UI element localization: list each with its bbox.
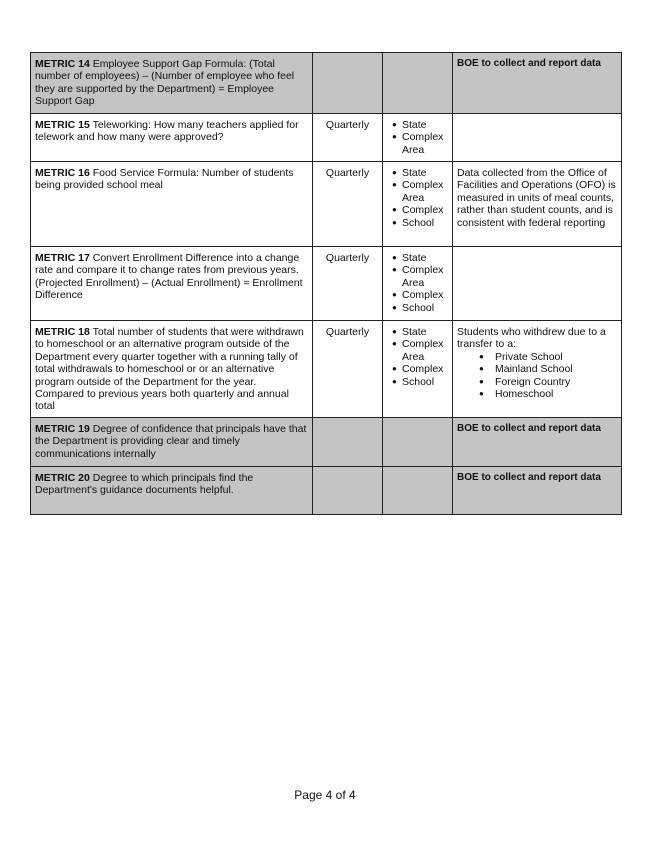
levels-list <box>387 167 448 229</box>
list-item: ● Complex Area <box>392 179 448 204</box>
list-item: ● Complex <box>392 204 448 216</box>
list-item: ● Complex <box>392 363 448 375</box>
list-item: ● School <box>392 217 448 229</box>
list-item: ● State <box>392 167 448 179</box>
list-item: ● Complex Area <box>392 264 448 289</box>
frequency-cell: Quarterly <box>313 321 383 418</box>
page-number: Page 4 of 4 <box>294 788 356 802</box>
table-row <box>31 418 622 467</box>
metric-description <box>31 53 313 114</box>
metric-description <box>31 467 313 515</box>
metric-id: METRIC 14 <box>35 58 90 70</box>
list-item: ● Complex Area <box>392 338 448 363</box>
metric-id: METRIC 16 <box>35 167 90 179</box>
notes-cell <box>453 321 622 418</box>
list-item: ● Complex <box>392 289 448 301</box>
metric-id: METRIC 15 <box>35 119 90 131</box>
metric-text: Food Service Formula: Number of students being provided school meal <box>35 167 294 192</box>
levels-cell <box>383 467 453 515</box>
list-item: ● School <box>392 302 448 314</box>
metric-description <box>31 162 313 247</box>
table-row <box>31 247 622 321</box>
levels-list <box>387 252 448 314</box>
metric-description <box>31 247 313 321</box>
table-row <box>31 162 622 247</box>
notes-cell: BOE to collect and report data <box>453 467 622 515</box>
list-item: ● Mainland School <box>479 363 617 375</box>
metric-text: Degree of confidence that principals have that the Department is providing clear and timely communications internally <box>35 423 307 460</box>
list-item: ● State <box>392 119 448 131</box>
levels-cell <box>383 114 453 162</box>
levels-list <box>387 119 448 156</box>
metrics-table <box>30 52 622 515</box>
withdrawal-reasons-list <box>457 351 617 401</box>
table-row <box>31 53 622 114</box>
notes-intro: Students who withdrew due to a transfer to a: <box>457 326 606 351</box>
metric-text: Convert Enrollment Difference into a change rate and compare it to change rates from previous years. (Projected Enrollment) – (Actual Enrollment) = Enrollment Difference <box>35 252 303 302</box>
levels-cell <box>383 418 453 467</box>
list-item: ● State <box>392 252 448 264</box>
metric-description <box>31 418 313 467</box>
frequency-cell: Quarterly <box>313 114 383 162</box>
notes-cell: Data collected from the Office of Facilities and Operations (OFO) is measured in units of meal counts, rather than student counts, and is consistent with federal reporting <box>453 162 622 247</box>
notes-cell: BOE to collect and report data <box>453 418 622 467</box>
frequency-cell <box>313 418 383 467</box>
levels-list <box>387 326 448 388</box>
list-item: ● Private School <box>479 351 617 363</box>
metric-text: Total number of students that were withdrawn to homeschool or an alternative program outside of the Department every quarter together with a running tally of total withdrawals to homeschool or or an alternative program outside of the Department for the year. Compared to previous years both quarterly and annual total <box>35 326 304 413</box>
metric-description <box>31 321 313 418</box>
frequency-cell: Quarterly <box>313 247 383 321</box>
frequency-cell: Quarterly <box>313 162 383 247</box>
metric-text: Teleworking: How many teachers applied for telework and how many were approved? <box>35 119 299 144</box>
notes-cell: BOE to collect and report data <box>453 53 622 114</box>
list-item: ● State <box>392 326 448 338</box>
list-item: ● Complex Area <box>392 131 448 156</box>
metric-id: METRIC 19 <box>35 423 90 435</box>
frequency-cell <box>313 53 383 114</box>
table-row <box>31 321 622 418</box>
list-item: ● Homeschool <box>479 388 617 400</box>
levels-cell <box>383 247 453 321</box>
notes-cell <box>453 247 622 321</box>
metric-description <box>31 114 313 162</box>
table-row <box>31 114 622 162</box>
levels-cell <box>383 53 453 114</box>
levels-cell <box>383 162 453 247</box>
metric-id: METRIC 18 <box>35 326 90 338</box>
list-item: ● Foreign Country <box>479 376 617 388</box>
metric-text: Employee Support Gap Formula: (Total number of employees) – (Number of employee who feel they are supported by the Department) = Employee Support Gap <box>35 58 295 108</box>
metric-id: METRIC 17 <box>35 252 90 264</box>
metric-id: METRIC 20 <box>35 472 90 484</box>
table-row <box>31 467 622 515</box>
frequency-cell <box>313 467 383 515</box>
notes-cell <box>453 114 622 162</box>
levels-cell <box>383 321 453 418</box>
list-item: ● School <box>392 376 448 388</box>
metric-text: Degree to which principals find the Department's guidance documents helpful. <box>35 472 254 497</box>
